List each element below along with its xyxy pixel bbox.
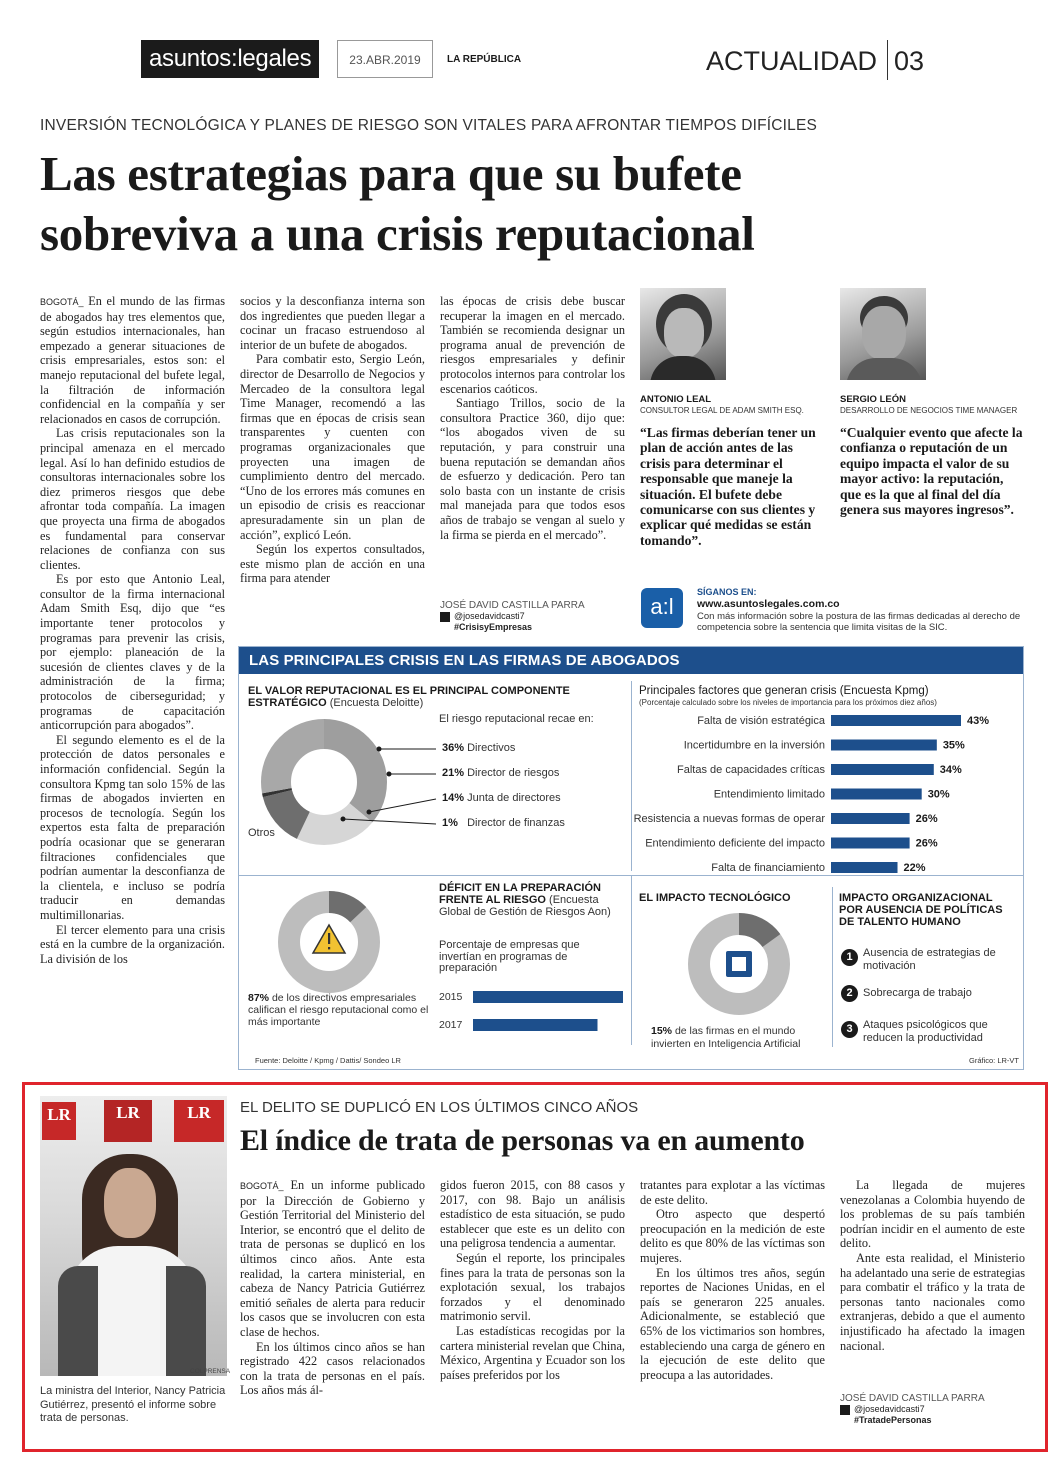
story2-column-1 bbox=[240, 1178, 425, 1398]
deficit-title: DÉFICIT EN LA PREPARACIÓN FRENTE AL RIESGO (Encuesta Global de Gestión de Riesgos Aon) bbox=[439, 882, 611, 918]
impact-number: 1 bbox=[841, 949, 858, 966]
bar bbox=[831, 740, 937, 751]
brand-logo: asuntos:legales bbox=[141, 40, 319, 78]
paragraph: En los últimos cinco años se han registrado 422 casos relacionados con la trata de personas en el país. Los años más ál- bbox=[240, 1339, 425, 1398]
paragraph: Otro aspecto que despertó preocupación en la medición de este delito es que 80% de las víctimas son mujeres. bbox=[640, 1207, 825, 1265]
donut-other-label: Otros bbox=[248, 827, 275, 839]
quote-author-role: CONSULTOR LEGAL DE ADAM SMITH ESQ. bbox=[640, 406, 804, 415]
infographic bbox=[238, 646, 1024, 1070]
asuntos-legales-logo: a:l bbox=[641, 588, 683, 628]
bar bbox=[831, 813, 910, 824]
byline-hashtag[interactable]: #TratadePersonas bbox=[854, 1414, 932, 1425]
donut-legend-item: 1% Director de finanzas bbox=[442, 817, 565, 829]
quote-author-name: SERGIO LEÓN bbox=[840, 394, 906, 405]
bar-value-label: 35% bbox=[942, 739, 965, 752]
byline-hashtag[interactable]: #CrisisyEmpresas bbox=[454, 621, 533, 632]
paragraph: Las crisis reputacionales son la principal amenaza en el mercado legal. Así lo han definido estudios de consultoras internacionales sobre los diez primeros riesgos que debe afrontar toda compañía. La imagen que proyecta una firma de abogados es fundamental para conservar relaciones de confianza con sus clientes. bbox=[40, 426, 225, 572]
headline-line-2: sobreviva a una crisis reputacional bbox=[40, 206, 755, 261]
paragraph: las épocas de crisis debe buscar recuperar la imagen en el mercado. También se recomienda designar un programa anual de prevención de riesgos empresariales y definir protocolos internos para controlar los escenarios caóticos. bbox=[440, 294, 625, 396]
donut-leader-dot bbox=[377, 747, 382, 752]
bar-value-label: 22% bbox=[903, 862, 926, 874]
paragraph: tratantes para explotar a las víctimas de este delito. bbox=[640, 1178, 825, 1207]
story2-column-4 bbox=[840, 1178, 1025, 1353]
bar-category-label: Incertidumbre en la inversión bbox=[683, 739, 825, 752]
bar bbox=[831, 764, 934, 775]
story1-column-2 bbox=[240, 294, 425, 586]
warning-icon-mark bbox=[328, 933, 330, 944]
story1-column-1 bbox=[40, 294, 225, 966]
deficit-bar-chart bbox=[437, 985, 632, 1035]
paragraph: Según el reporte, los principales fines para la trata de personas son la explotación sexual, los trabajos forzados y el denominado matrimonio servil. bbox=[440, 1250, 625, 1324]
bar-category-label: Faltas de capacidades críticas bbox=[677, 764, 825, 776]
byline-handle: @josedavidcasti7 bbox=[840, 1404, 985, 1415]
byline-handle: @josedavidcasti7 bbox=[440, 611, 585, 622]
impact-title: IMPACTO ORGANIZACIONAL POR AUSENCIA DE POLÍTICAS DE TALENTO HUMANO bbox=[839, 892, 1003, 928]
story1-headline bbox=[40, 144, 1030, 264]
bar-category-label: Entendimiento deficiente del impacto bbox=[645, 837, 825, 850]
paragraph: Según los expertos consultados, este mismo plan de acción en una firma para atender bbox=[240, 542, 425, 586]
warning-donut bbox=[274, 887, 384, 997]
newspaper-name: LA REPÚBLICA bbox=[447, 54, 522, 65]
paragraph: El tercer elemento para una crisis está en la cumbre de la organización. La división de los bbox=[40, 922, 225, 966]
tech-stat: 15% de las firmas en el mundo invierten en Inteligencia Artificial bbox=[651, 1025, 801, 1050]
bar-category-label: Entendimiento limitado bbox=[713, 788, 825, 801]
infographic-source: Fuente: Deloitte / Kpmg / Dattis/ Sondeo LR bbox=[255, 1056, 401, 1065]
story1-byline bbox=[440, 600, 585, 632]
page-number: 03 bbox=[887, 40, 924, 80]
tech-donut bbox=[677, 909, 801, 1019]
vest-shape bbox=[166, 1266, 206, 1376]
bar-category-label: Falta de financiamiento bbox=[711, 862, 825, 874]
bar-value-label: 26% bbox=[915, 837, 938, 850]
deficit-year-label: 2017 bbox=[439, 1019, 463, 1031]
quote-author-role: DESARROLLO DE NEGOCIOS TIME MANAGER bbox=[840, 406, 1018, 415]
paragraph: En los últimos tres años, según reportes de Naciones Unidas, en el país se generaron 225 anuales. Adicionalmente, se estableció que 65% de los victimarios son hombres, estableciendo una carga de género en la ejecución de este delito que preocupa a las autoridades. bbox=[640, 1265, 825, 1382]
impact-number: 3 bbox=[841, 1021, 858, 1038]
paragraph: Es por esto que Antonio Leal, consultor de la firma internacional Adam Smith Esq, dijo que “es importante tener protocolos y programas para prevenir las crisis, por ejemplo: planeación de la sucesión de clientes claves y de la administración de la firma; protocolos de ciberseguridad; y programas de capacitación anticorrupción para abogados”. bbox=[40, 572, 225, 733]
factors-bar-chart bbox=[631, 709, 1021, 879]
bar bbox=[831, 862, 898, 873]
quote-text: “Las firmas deberían tener un plan de acción antes de las crisis para determinar el responsable que maneje la situación. El bufete debe comunicarse con sus clientes y explicar qué medidas se están tomando”. bbox=[640, 425, 816, 548]
face-shape bbox=[104, 1168, 156, 1238]
story1-kicker: INVERSIÓN TECNOLÓGICA Y PLANES DE RIESGO SON VITALES PARA AFRONTAR TIEMPOS DIFÍCILES bbox=[40, 117, 818, 134]
twitter-icon bbox=[440, 612, 450, 622]
photo-credit: COLPRENSA bbox=[190, 1368, 231, 1375]
deficit-stat: 87% de los directivos empresariales califican el riesgo reputacional como el más importante bbox=[248, 992, 429, 1028]
lr-logo: LR bbox=[104, 1100, 152, 1142]
masthead bbox=[141, 40, 931, 82]
lr-logo: LR bbox=[42, 1102, 76, 1140]
story2-column-2 bbox=[440, 1178, 625, 1382]
impact-item: Ataques psicológicos que reducen la productividad bbox=[863, 1019, 988, 1044]
deficit-bar bbox=[473, 991, 623, 1003]
bar-value-label: 26% bbox=[915, 813, 938, 825]
impact-item: Sobrecarga de trabajo bbox=[863, 987, 972, 999]
portrait-sergio-leon bbox=[840, 288, 926, 380]
bar bbox=[831, 715, 961, 726]
paragraph: Las estadísticas recogidas por la cartera ministerial revelan que China, México, Argentina y Ecuador son los países preferidos por los bbox=[440, 1323, 625, 1382]
paragraph: El segundo elemento es el de la protección de datos personales e información confidencial. Según la consultora Kpmg tan solo 15% de las firmas de abogados invierten en procesos de tecnología. Según los expertos esta falta de preparación podría ocasionar que se generaran filtraciones confidenciales que podrían aumentar la desconfianza de la clientela, e incluso se podría traducir en demandas multimillonarias. bbox=[40, 732, 225, 922]
quote-text: “Cualquier evento que afecte la confianza o reputación de un equipo impacta el valor de su mayor activo: la reputación, que es la que al final del día genera sus mayores ingresos”. bbox=[840, 425, 1023, 518]
photo-minister bbox=[40, 1096, 227, 1376]
section-name: ACTUALIDAD bbox=[706, 46, 878, 76]
bars-note: (Porcentaje calculado sobre los niveles de importancia para los próximos diez años) bbox=[639, 698, 937, 707]
impact-item: Ausencia de estrategias de motivación bbox=[863, 947, 996, 972]
donut-leader-dot bbox=[387, 772, 392, 777]
deficit-year-label: 2015 bbox=[439, 991, 463, 1003]
donut-slices bbox=[276, 734, 372, 830]
bar-category-label: Falta de visión estratégica bbox=[697, 715, 825, 727]
story1-column-3 bbox=[440, 294, 625, 542]
story2-headline: El índice de trata de personas va en aumento bbox=[240, 1124, 805, 1157]
bar-value-label: 34% bbox=[939, 764, 962, 776]
donut-legend-item: 21% Director de riesgos bbox=[442, 767, 560, 779]
donut-leader-dot bbox=[341, 817, 346, 822]
bar-category-label: Resistencia a nuevas formas de operar bbox=[633, 813, 825, 825]
donut-chart bbox=[239, 707, 639, 857]
byline-author: JOSÉ DAVID CASTILLA PARRA bbox=[440, 600, 585, 611]
lr-logo: LR bbox=[174, 1100, 224, 1142]
quote-author-name: ANTONIO LEAL bbox=[640, 394, 712, 405]
bar-value-label: 30% bbox=[927, 788, 950, 801]
deficit-subtitle: Porcentaje de empresas que invertían en programas de preparación bbox=[439, 939, 580, 974]
tech-title: EL IMPACTO TECNOLÓGICO bbox=[639, 892, 791, 904]
donut-title: EL VALOR REPUTACIONAL ES EL PRINCIPAL COMPONENTE ESTRATÉGICO (Encuesta Deloitte) bbox=[248, 685, 570, 709]
siganos-label: SÍGANOS EN: bbox=[697, 587, 757, 597]
divider bbox=[631, 875, 632, 1045]
paragraph: Ante esta realidad, el Ministerio ha adelantado una serie de estrategias para combatir el tráfico y la trata de personas tanto nacionales como extranjeras, debido a que el aumento injustificado ha afectado la imagen nacional. bbox=[840, 1250, 1025, 1353]
donut-legend-item: 36% Directivos bbox=[442, 742, 516, 754]
twitter-icon bbox=[840, 1405, 850, 1415]
paragraph: BOGOTÁ_ En un informe publicado por la Dirección de Gobierno y Gestión Territorial del Ministerio del Interior, se encontró que el delito de trata de personas se duplicó en los últimos cinco años. Ante esta realidad, la cartera ministerial, en cabeza de Nancy Patricia Gutiérrez emitió señales de alerta para reducir los casos que se involucren con esta clase de hechos. bbox=[240, 1178, 425, 1339]
bar bbox=[831, 838, 910, 849]
story2-kicker: EL DELITO SE DUPLICÓ EN LOS ÚLTIMOS CINCO AÑOS bbox=[240, 1099, 639, 1116]
warning-icon-dot bbox=[328, 947, 330, 949]
siganos-url[interactable]: www.asuntoslegales.com.co bbox=[697, 598, 840, 610]
infographic-credit: Gráfico: LR-VT bbox=[969, 1056, 1020, 1065]
bars-title: Principales factores que generan crisis (Encuesta Kpmg) bbox=[639, 685, 929, 697]
bar-value-label: 43% bbox=[967, 715, 990, 727]
deficit-bar bbox=[473, 1019, 598, 1031]
bar bbox=[831, 789, 922, 800]
photo-caption: La ministra del Interior, Nancy Patricia Gutiérrez, presentó el informe sobre trata de personas. bbox=[40, 1385, 226, 1424]
issue-date: 23.ABR.2019 bbox=[337, 40, 433, 78]
donut-leader-dot bbox=[367, 810, 372, 815]
chip-icon-core bbox=[732, 957, 746, 971]
donut-subtitle: El riesgo reputacional recae en: bbox=[439, 713, 594, 725]
dateline: BOGOTÁ_ bbox=[40, 297, 84, 307]
paragraph: BOGOTÁ_ En el mundo de las firmas de abogados hay tres elementos que, según estudios internacionales, han empezado a generar situaciones de crisis empresariales, estos son: el manejo reputacional del bufete legal, la filtración de información confidencial en la compañía y ser relacionados en casos de corrupción. bbox=[40, 294, 225, 426]
byline-author: JOSÉ DAVID CASTILLA PARRA bbox=[840, 1393, 985, 1404]
headline-line-1: Las estrategias para que su bufete bbox=[40, 146, 742, 201]
paragraph: Para combatir esto, Sergio León, director de Desarrollo de Negocios y Mercadeo de la consultora legal Time Manager, recomendó a las firmas que en épocas de crisis sean transparentes y cuenten con programas organizacionales que proyecten una imagen de cumplimiento dentro del mercado. “Uno de los errores más comunes en un episodio de crisis es reaccionar apresuradamente sin un plan de acción”, explicó León. bbox=[240, 352, 425, 542]
torso-shape bbox=[846, 358, 922, 380]
torso-shape bbox=[650, 356, 716, 380]
vest-shape bbox=[58, 1266, 98, 1376]
paragraph: socios y la desconfianza interna son dos ingredientes que pueden llegar a cocinar un fracaso estruendoso al interior de un bufete de abogados. bbox=[240, 294, 425, 352]
infographic-title: LAS PRINCIPALES CRISIS EN LAS FIRMAS DE ABOGADOS bbox=[239, 647, 1023, 674]
paragraph: La llegada de mujeres venezolanas a Colombia huyendo de los problemas de su país también podrían incidir en el aumento de este delito. bbox=[840, 1178, 1025, 1251]
donut-legend-item: 14% Junta de directores bbox=[442, 792, 561, 804]
story2-byline bbox=[840, 1393, 985, 1425]
paragraph: gidos fueron 2015, con 88 casos y 2017, con 98. Bajo un análisis estadístico de esta situación, se pudo establecer que este es un delito con una peligrosa tendencia a aumentar. bbox=[440, 1178, 625, 1251]
face-shape bbox=[862, 306, 906, 360]
impact-number: 2 bbox=[841, 985, 858, 1002]
portrait-antonio-leal bbox=[640, 288, 726, 380]
story2-column-3 bbox=[640, 1178, 825, 1382]
face-shape bbox=[664, 308, 704, 358]
paragraph: Santiago Trillos, socio de la consultora Practice 360, dijo que: “los abogados viven de su reputación, y para construir una buena reputación se demandan años de esfuerzo y dedicación. Pero tan solo basta con un instante de crisis mal manejada para que todos esos años de trabajo se vengan al suelo y la firma se pierda en el mercado”. bbox=[440, 396, 625, 542]
dateline: BOGOTÁ_ bbox=[240, 1181, 284, 1191]
divider bbox=[832, 887, 833, 1047]
siganos-text: Con más información sobre la postura de las firmas dedicadas al derecho de competencia sobre la sentencia que limita visitas de la SIC. bbox=[697, 611, 1021, 633]
